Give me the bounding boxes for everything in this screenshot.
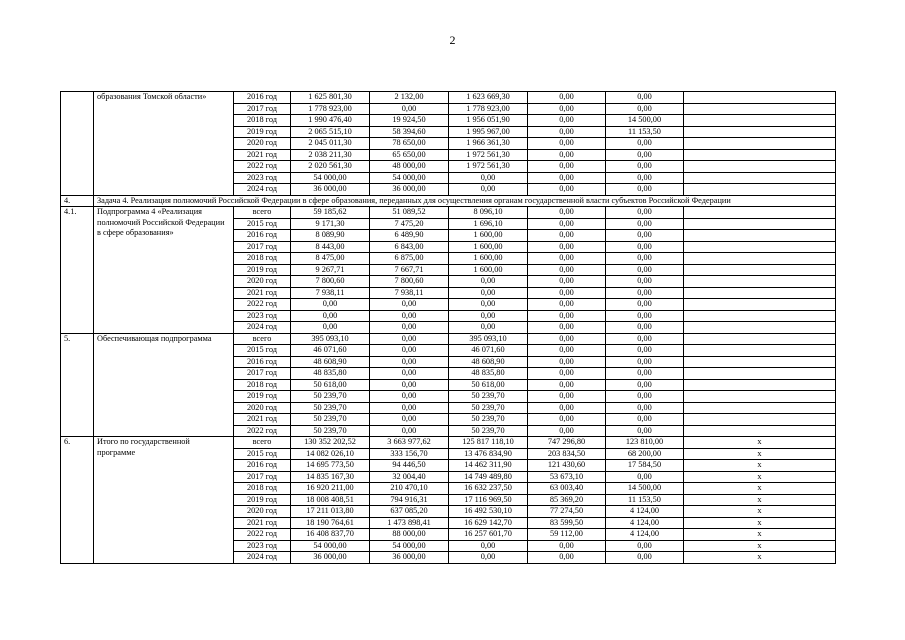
- value-cell: 1 623 669,30: [449, 92, 528, 104]
- value-cell: 0,00: [606, 322, 684, 334]
- year-cell: 2024 год: [234, 322, 291, 334]
- value-cell: x: [684, 460, 836, 472]
- year-cell: 2019 год: [234, 494, 291, 506]
- value-cell: 747 296,80: [528, 437, 606, 449]
- value-cell: 0,00: [606, 471, 684, 483]
- value-cell: 9 171,30: [291, 218, 370, 230]
- empty-cell: [684, 253, 836, 265]
- value-cell: 14 749 489,80: [449, 471, 528, 483]
- year-cell: 2018 год: [234, 379, 291, 391]
- value-cell: 46 071,60: [291, 345, 370, 357]
- empty-cell: [684, 115, 836, 127]
- value-cell: 0,00: [606, 368, 684, 380]
- value-cell: 2 065 515,10: [291, 126, 370, 138]
- value-cell: 0,00: [449, 299, 528, 311]
- year-cell: 2021 год: [234, 414, 291, 426]
- year-cell: 2017 год: [234, 368, 291, 380]
- value-cell: 1 696,10: [449, 218, 528, 230]
- year-cell: всего: [234, 333, 291, 345]
- value-cell: 0,00: [528, 138, 606, 150]
- value-cell: 50 618,00: [449, 379, 528, 391]
- value-cell: 59 185,62: [291, 207, 370, 219]
- value-cell: 14 082 026,10: [291, 448, 370, 460]
- empty-cell: [684, 322, 836, 334]
- value-cell: 1 966 361,30: [449, 138, 528, 150]
- year-cell: 2021 год: [234, 149, 291, 161]
- value-cell: 0,00: [606, 149, 684, 161]
- value-cell: 0,00: [606, 172, 684, 184]
- value-cell: 121 430,60: [528, 460, 606, 472]
- value-cell: 0,00: [528, 333, 606, 345]
- value-cell: 0,00: [528, 552, 606, 564]
- year-cell: 2023 год: [234, 310, 291, 322]
- value-cell: 0,00: [606, 138, 684, 150]
- value-cell: 0,00: [449, 310, 528, 322]
- table-row: [61, 437, 836, 449]
- value-cell: 13 476 834,90: [449, 448, 528, 460]
- value-cell: 0,00: [606, 287, 684, 299]
- value-cell: x: [684, 552, 836, 564]
- value-cell: 0,00: [606, 241, 684, 253]
- value-cell: 54 000,00: [291, 540, 370, 552]
- value-cell: 0,00: [528, 276, 606, 288]
- value-cell: 7 938,11: [370, 287, 449, 299]
- value-cell: 0,00: [449, 287, 528, 299]
- empty-cell: [684, 310, 836, 322]
- value-cell: 50 239,70: [291, 402, 370, 414]
- value-cell: 78 650,00: [370, 138, 449, 150]
- value-cell: 17 584,50: [606, 460, 684, 472]
- section-number: 6.: [61, 437, 94, 564]
- value-cell: 18 190 764,61: [291, 517, 370, 529]
- value-cell: 17 211 013,80: [291, 506, 370, 518]
- value-cell: 0,00: [606, 391, 684, 403]
- empty-cell: [684, 276, 836, 288]
- value-cell: 48 608,90: [291, 356, 370, 368]
- year-cell: 2017 год: [234, 471, 291, 483]
- value-cell: 0,00: [528, 540, 606, 552]
- value-cell: 0,00: [528, 414, 606, 426]
- value-cell: 0,00: [528, 310, 606, 322]
- value-cell: 36 000,00: [370, 552, 449, 564]
- value-cell: 0,00: [370, 345, 449, 357]
- value-cell: 1 473 898,41: [370, 517, 449, 529]
- value-cell: 11 153,50: [606, 494, 684, 506]
- year-cell: 2019 год: [234, 391, 291, 403]
- value-cell: 63 003,40: [528, 483, 606, 495]
- value-cell: 50 239,70: [291, 414, 370, 426]
- value-cell: 0,00: [291, 322, 370, 334]
- value-cell: 14 500,00: [606, 115, 684, 127]
- value-cell: 0,00: [606, 345, 684, 357]
- value-cell: 0,00: [449, 172, 528, 184]
- empty-cell: [684, 207, 836, 219]
- value-cell: 0,00: [528, 379, 606, 391]
- value-cell: 0,00: [370, 103, 449, 115]
- value-cell: 48 835,80: [291, 368, 370, 380]
- year-cell: 2016 год: [234, 356, 291, 368]
- value-cell: 637 085,20: [370, 506, 449, 518]
- year-cell: 2020 год: [234, 276, 291, 288]
- value-cell: 8 089,90: [291, 230, 370, 242]
- value-cell: 1 600,00: [449, 230, 528, 242]
- section-name: Обеспечивающая подпрограмма: [94, 333, 234, 437]
- value-cell: 1 990 476,40: [291, 115, 370, 127]
- year-cell: 2024 год: [234, 552, 291, 564]
- empty-cell: [684, 414, 836, 426]
- year-cell: 2016 год: [234, 230, 291, 242]
- value-cell: 16 257 601,70: [449, 529, 528, 541]
- value-cell: 65 650,00: [370, 149, 449, 161]
- value-cell: 68 200,00: [606, 448, 684, 460]
- value-cell: 7 938,11: [291, 287, 370, 299]
- value-cell: 0,00: [606, 414, 684, 426]
- empty-cell: [684, 138, 836, 150]
- year-cell: 2021 год: [234, 287, 291, 299]
- value-cell: 50 239,70: [449, 425, 528, 437]
- value-cell: 123 810,00: [606, 437, 684, 449]
- value-cell: 0,00: [528, 241, 606, 253]
- year-cell: 2022 год: [234, 299, 291, 311]
- value-cell: 0,00: [606, 540, 684, 552]
- value-cell: 0,00: [370, 333, 449, 345]
- value-cell: 0,00: [370, 402, 449, 414]
- year-cell: всего: [234, 207, 291, 219]
- empty-cell: [684, 333, 836, 345]
- value-cell: 1 956 051,90: [449, 115, 528, 127]
- empty-cell: [684, 391, 836, 403]
- value-cell: 11 153,50: [606, 126, 684, 138]
- value-cell: 0,00: [528, 391, 606, 403]
- value-cell: 83 599,50: [528, 517, 606, 529]
- value-cell: 0,00: [606, 552, 684, 564]
- section-number: 4.1.: [61, 207, 94, 334]
- value-cell: 36 000,00: [370, 184, 449, 196]
- value-cell: 50 239,70: [291, 425, 370, 437]
- value-cell: 32 004,40: [370, 471, 449, 483]
- value-cell: 0,00: [606, 161, 684, 173]
- value-cell: 125 817 118,10: [449, 437, 528, 449]
- value-cell: x: [684, 448, 836, 460]
- year-cell: 2023 год: [234, 172, 291, 184]
- value-cell: 4 124,00: [606, 517, 684, 529]
- value-cell: 395 093,10: [291, 333, 370, 345]
- value-cell: 1 972 561,30: [449, 161, 528, 173]
- value-cell: 0,00: [606, 103, 684, 115]
- value-cell: 54 000,00: [370, 172, 449, 184]
- value-cell: 50 239,70: [449, 414, 528, 426]
- value-cell: 0,00: [606, 276, 684, 288]
- year-cell: 2019 год: [234, 126, 291, 138]
- value-cell: 0,00: [528, 425, 606, 437]
- value-cell: 59 112,00: [528, 529, 606, 541]
- budget-table: [60, 91, 836, 564]
- value-cell: 0,00: [528, 287, 606, 299]
- value-cell: 0,00: [528, 161, 606, 173]
- value-cell: 8 096,10: [449, 207, 528, 219]
- table-row: [61, 333, 836, 345]
- value-cell: 0,00: [528, 103, 606, 115]
- value-cell: 46 071,60: [449, 345, 528, 357]
- value-cell: 0,00: [528, 230, 606, 242]
- empty-cell: [684, 184, 836, 196]
- year-cell: 2020 год: [234, 402, 291, 414]
- value-cell: 54 000,00: [291, 172, 370, 184]
- value-cell: 88 000,00: [370, 529, 449, 541]
- value-cell: 0,00: [528, 253, 606, 265]
- value-cell: 0,00: [370, 391, 449, 403]
- year-cell: всего: [234, 437, 291, 449]
- empty-cell: [684, 230, 836, 242]
- value-cell: x: [684, 540, 836, 552]
- value-cell: 0,00: [528, 172, 606, 184]
- value-cell: 9 267,71: [291, 264, 370, 276]
- value-cell: 53 673,10: [528, 471, 606, 483]
- value-cell: 48 000,00: [370, 161, 449, 173]
- value-cell: 0,00: [291, 299, 370, 311]
- value-cell: 14 835 167,30: [291, 471, 370, 483]
- value-cell: 2 045 011,30: [291, 138, 370, 150]
- value-cell: 0,00: [528, 92, 606, 104]
- value-cell: 2 132,00: [370, 92, 449, 104]
- year-cell: 2020 год: [234, 506, 291, 518]
- value-cell: 0,00: [370, 356, 449, 368]
- value-cell: 0,00: [528, 322, 606, 334]
- value-cell: 0,00: [370, 414, 449, 426]
- empty-cell: [684, 379, 836, 391]
- value-cell: 17 116 969,50: [449, 494, 528, 506]
- year-cell: 2016 год: [234, 92, 291, 104]
- empty-cell: [684, 172, 836, 184]
- value-cell: 16 632 237,50: [449, 483, 528, 495]
- value-cell: 0,00: [606, 333, 684, 345]
- section-number: [61, 92, 94, 196]
- value-cell: x: [684, 494, 836, 506]
- value-cell: 14 462 311,90: [449, 460, 528, 472]
- value-cell: 7 475,20: [370, 218, 449, 230]
- value-cell: 94 446,50: [370, 460, 449, 472]
- value-cell: 8 443,00: [291, 241, 370, 253]
- value-cell: 1 778 923,00: [449, 103, 528, 115]
- empty-cell: [684, 92, 836, 104]
- value-cell: 0,00: [606, 230, 684, 242]
- empty-cell: [684, 218, 836, 230]
- value-cell: 0,00: [528, 149, 606, 161]
- value-cell: 1 600,00: [449, 264, 528, 276]
- value-cell: x: [684, 517, 836, 529]
- empty-cell: [684, 103, 836, 115]
- empty-cell: [684, 264, 836, 276]
- value-cell: x: [684, 506, 836, 518]
- value-cell: 48 608,90: [449, 356, 528, 368]
- section-number: 5.: [61, 333, 94, 437]
- year-cell: 2015 год: [234, 345, 291, 357]
- year-cell: 2022 год: [234, 161, 291, 173]
- year-cell: 2022 год: [234, 529, 291, 541]
- value-cell: 395 093,10: [449, 333, 528, 345]
- value-cell: 0,00: [449, 184, 528, 196]
- empty-cell: [684, 345, 836, 357]
- empty-cell: [684, 287, 836, 299]
- value-cell: 1 972 561,30: [449, 149, 528, 161]
- value-cell: 19 924,50: [370, 115, 449, 127]
- year-cell: 2018 год: [234, 115, 291, 127]
- value-cell: 77 274,50: [528, 506, 606, 518]
- table-row: [61, 207, 836, 219]
- empty-cell: [684, 299, 836, 311]
- value-cell: 1 995 967,00: [449, 126, 528, 138]
- value-cell: 0,00: [606, 379, 684, 391]
- value-cell: 50 239,70: [449, 402, 528, 414]
- value-cell: 16 920 211,00: [291, 483, 370, 495]
- value-cell: x: [684, 529, 836, 541]
- value-cell: 6 843,00: [370, 241, 449, 253]
- empty-cell: [684, 368, 836, 380]
- value-cell: 0,00: [606, 310, 684, 322]
- year-cell: 2022 год: [234, 425, 291, 437]
- year-cell: 2017 год: [234, 103, 291, 115]
- value-cell: 6 875,00: [370, 253, 449, 265]
- empty-cell: [684, 356, 836, 368]
- value-cell: 50 239,70: [449, 391, 528, 403]
- value-cell: x: [684, 437, 836, 449]
- value-cell: 0,00: [449, 540, 528, 552]
- value-cell: 0,00: [606, 356, 684, 368]
- table-body: [61, 92, 836, 564]
- value-cell: 0,00: [606, 253, 684, 265]
- value-cell: 58 394,60: [370, 126, 449, 138]
- value-cell: 0,00: [370, 425, 449, 437]
- empty-cell: [684, 241, 836, 253]
- year-cell: 2015 год: [234, 218, 291, 230]
- year-cell: 2019 год: [234, 264, 291, 276]
- year-cell: 2016 год: [234, 460, 291, 472]
- value-cell: 0,00: [449, 552, 528, 564]
- year-cell: 2015 год: [234, 448, 291, 460]
- value-cell: 4 124,00: [606, 506, 684, 518]
- value-cell: 4 124,00: [606, 529, 684, 541]
- year-cell: 2018 год: [234, 253, 291, 265]
- value-cell: 0,00: [370, 299, 449, 311]
- value-cell: 85 369,20: [528, 494, 606, 506]
- section-name: Подпрограмма 4 «Реализация полномочий Российской Федерации в сфере образования»: [94, 207, 234, 334]
- value-cell: 50 239,70: [291, 391, 370, 403]
- value-cell: 1 625 801,30: [291, 92, 370, 104]
- task-text: Задача 4. Реализация полномочий Российской Федерации в сфере образования, переданных для осуществления органам государственной власти субъектов Российской Федерации: [94, 195, 836, 207]
- value-cell: 130 352 202,52: [291, 437, 370, 449]
- value-cell: 0,00: [606, 218, 684, 230]
- value-cell: 0,00: [528, 126, 606, 138]
- section-name: Итого по государственной программе: [94, 437, 234, 564]
- value-cell: 333 156,70: [370, 448, 449, 460]
- value-cell: 0,00: [370, 310, 449, 322]
- value-cell: 0,00: [291, 310, 370, 322]
- empty-cell: [684, 425, 836, 437]
- value-cell: 794 916,31: [370, 494, 449, 506]
- value-cell: 0,00: [606, 184, 684, 196]
- value-cell: 14 695 773,50: [291, 460, 370, 472]
- value-cell: x: [684, 471, 836, 483]
- value-cell: 36 000,00: [291, 184, 370, 196]
- value-cell: 0,00: [528, 299, 606, 311]
- value-cell: 0,00: [606, 299, 684, 311]
- value-cell: 0,00: [606, 264, 684, 276]
- year-cell: 2018 год: [234, 483, 291, 495]
- value-cell: 0,00: [528, 218, 606, 230]
- year-cell: 2023 год: [234, 540, 291, 552]
- value-cell: 36 000,00: [291, 552, 370, 564]
- value-cell: 0,00: [606, 402, 684, 414]
- task-number: 4.: [61, 195, 94, 207]
- value-cell: 0,00: [606, 425, 684, 437]
- value-cell: 0,00: [606, 207, 684, 219]
- empty-cell: [684, 126, 836, 138]
- value-cell: 1 600,00: [449, 253, 528, 265]
- value-cell: 203 834,50: [528, 448, 606, 460]
- value-cell: 0,00: [370, 379, 449, 391]
- value-cell: 7 667,71: [370, 264, 449, 276]
- value-cell: 16 492 530,10: [449, 506, 528, 518]
- value-cell: 2 038 211,30: [291, 149, 370, 161]
- year-cell: 2017 год: [234, 241, 291, 253]
- value-cell: 0,00: [528, 402, 606, 414]
- value-cell: 0,00: [528, 264, 606, 276]
- table-row: [61, 92, 836, 104]
- value-cell: 50 618,00: [291, 379, 370, 391]
- empty-cell: [684, 149, 836, 161]
- value-cell: 7 800,60: [370, 276, 449, 288]
- value-cell: 0,00: [528, 356, 606, 368]
- value-cell: 0,00: [528, 368, 606, 380]
- value-cell: 54 000,00: [370, 540, 449, 552]
- value-cell: 7 800,60: [291, 276, 370, 288]
- value-cell: 6 489,90: [370, 230, 449, 242]
- value-cell: x: [684, 483, 836, 495]
- value-cell: 3 663 977,62: [370, 437, 449, 449]
- task-row: [61, 195, 836, 207]
- value-cell: 0,00: [528, 184, 606, 196]
- value-cell: 0,00: [528, 345, 606, 357]
- empty-cell: [684, 402, 836, 414]
- value-cell: 0,00: [449, 322, 528, 334]
- value-cell: 48 835,80: [449, 368, 528, 380]
- value-cell: 0,00: [370, 368, 449, 380]
- value-cell: 0,00: [370, 322, 449, 334]
- value-cell: 0,00: [449, 276, 528, 288]
- year-cell: 2024 год: [234, 184, 291, 196]
- value-cell: 8 475,00: [291, 253, 370, 265]
- year-cell: 2020 год: [234, 138, 291, 150]
- value-cell: 1 778 923,00: [291, 103, 370, 115]
- value-cell: 0,00: [606, 92, 684, 104]
- value-cell: 51 089,52: [370, 207, 449, 219]
- value-cell: 0,00: [528, 115, 606, 127]
- value-cell: 16 629 142,70: [449, 517, 528, 529]
- year-cell: 2021 год: [234, 517, 291, 529]
- value-cell: 14 500,00: [606, 483, 684, 495]
- value-cell: 210 470,10: [370, 483, 449, 495]
- section-name: образования Томской области»: [94, 92, 234, 196]
- page-number: 2: [449, 33, 456, 47]
- value-cell: 1 600,00: [449, 241, 528, 253]
- empty-cell: [684, 161, 836, 173]
- value-cell: 16 408 837,70: [291, 529, 370, 541]
- value-cell: 18 008 408,51: [291, 494, 370, 506]
- value-cell: 2 020 561,30: [291, 161, 370, 173]
- value-cell: 0,00: [528, 207, 606, 219]
